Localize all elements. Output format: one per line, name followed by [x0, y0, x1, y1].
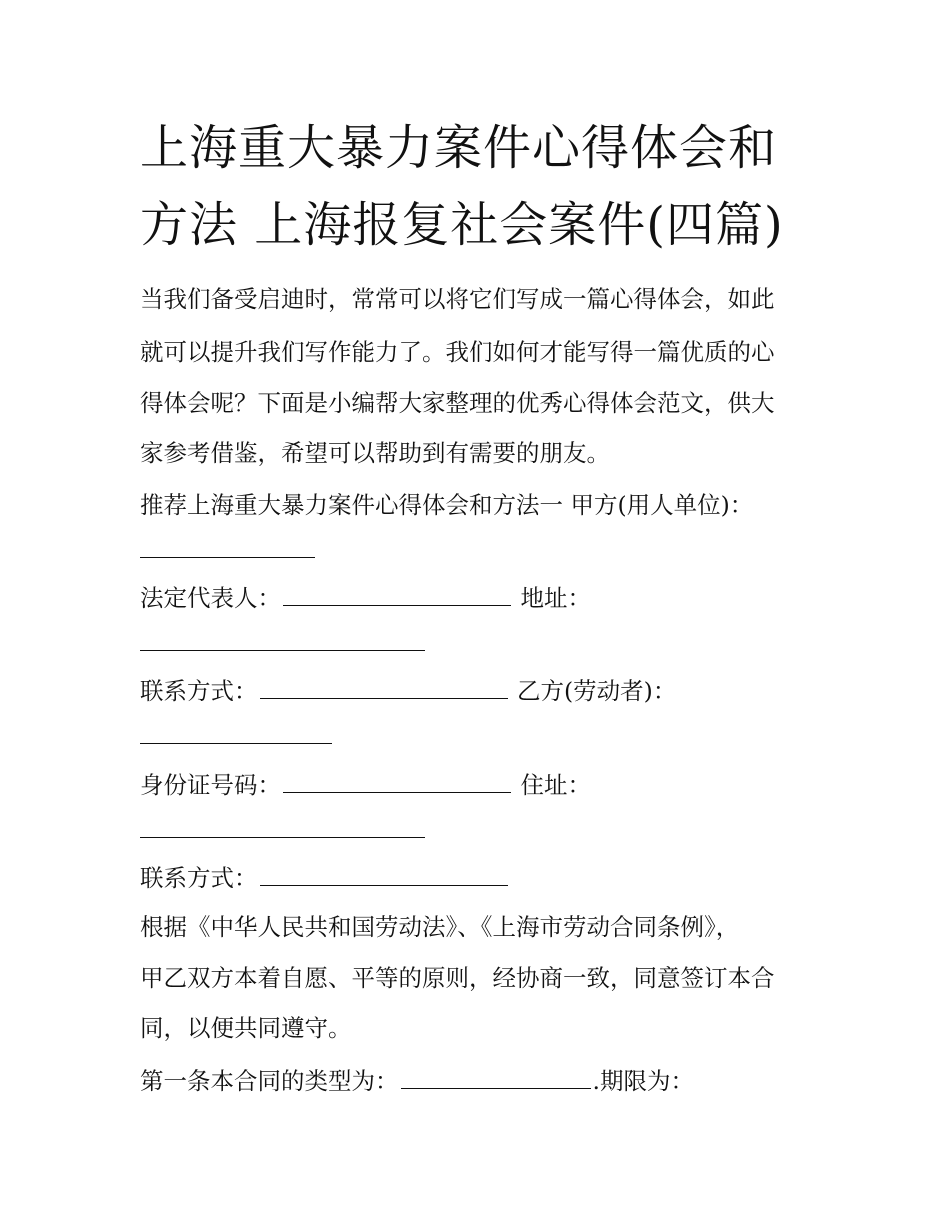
contact-label-2: 联系方式：	[140, 864, 258, 892]
address-blank	[140, 648, 425, 651]
id-label: 身份证号码：	[140, 771, 281, 799]
intro-line-1: 当我们备受启迪时，常常可以将它们写成一篇心得体会，如此	[140, 285, 775, 313]
basis-line-1: 根据《中华人民共和国劳动法》、《上海市劳动合同条例》，	[140, 913, 740, 941]
contract-type-blank	[401, 1066, 591, 1089]
contact-label-1: 联系方式：	[140, 677, 258, 705]
basis-line-2: 甲乙双方本着自愿、平等的原则，经协商一致，同意签订本合	[140, 964, 775, 992]
article1-row	[140, 1066, 830, 1096]
intro-line-2: 就可以提升我们写作能力了。我们如何才能写得一篇优质的心	[140, 338, 775, 366]
contact-blank-1	[260, 676, 508, 699]
residence-label: 住址：	[520, 771, 591, 799]
legal-rep-label: 法定代表人：	[140, 584, 281, 612]
article1-label: 第一条本合同的类型为：	[140, 1067, 399, 1095]
contact-row-2	[140, 863, 830, 893]
id-blank	[283, 770, 511, 793]
document-title-line-2: 方法 上海报复社会案件(四篇)	[140, 197, 784, 253]
term-label: .期限为：	[592, 1067, 694, 1095]
recommend-line: 推荐上海重大暴力案件心得体会和方法一 甲方(用人单位)：	[140, 491, 754, 519]
legal-rep-blank	[283, 583, 511, 606]
contact-row-1	[140, 676, 830, 706]
address-label: 地址：	[520, 584, 591, 612]
party-b-blank	[140, 741, 332, 744]
intro-line-3: 得体会呢？下面是小编帮大家整理的优秀心得体会范文，供大	[140, 389, 775, 417]
intro-line-4: 家参考借鉴，希望可以帮助到有需要的朋友。	[140, 439, 610, 467]
document-title-line-1: 上海重大暴力案件心得体会和	[140, 120, 778, 176]
id-row	[140, 770, 830, 800]
party-a-blank	[140, 555, 315, 558]
contact-blank-2	[260, 863, 508, 886]
party-b-label: 乙方(劳动者)：	[516, 677, 677, 705]
residence-blank	[140, 835, 425, 838]
basis-line-3: 同，以便共同遵守。	[140, 1014, 352, 1042]
legal-rep-row	[140, 583, 830, 613]
